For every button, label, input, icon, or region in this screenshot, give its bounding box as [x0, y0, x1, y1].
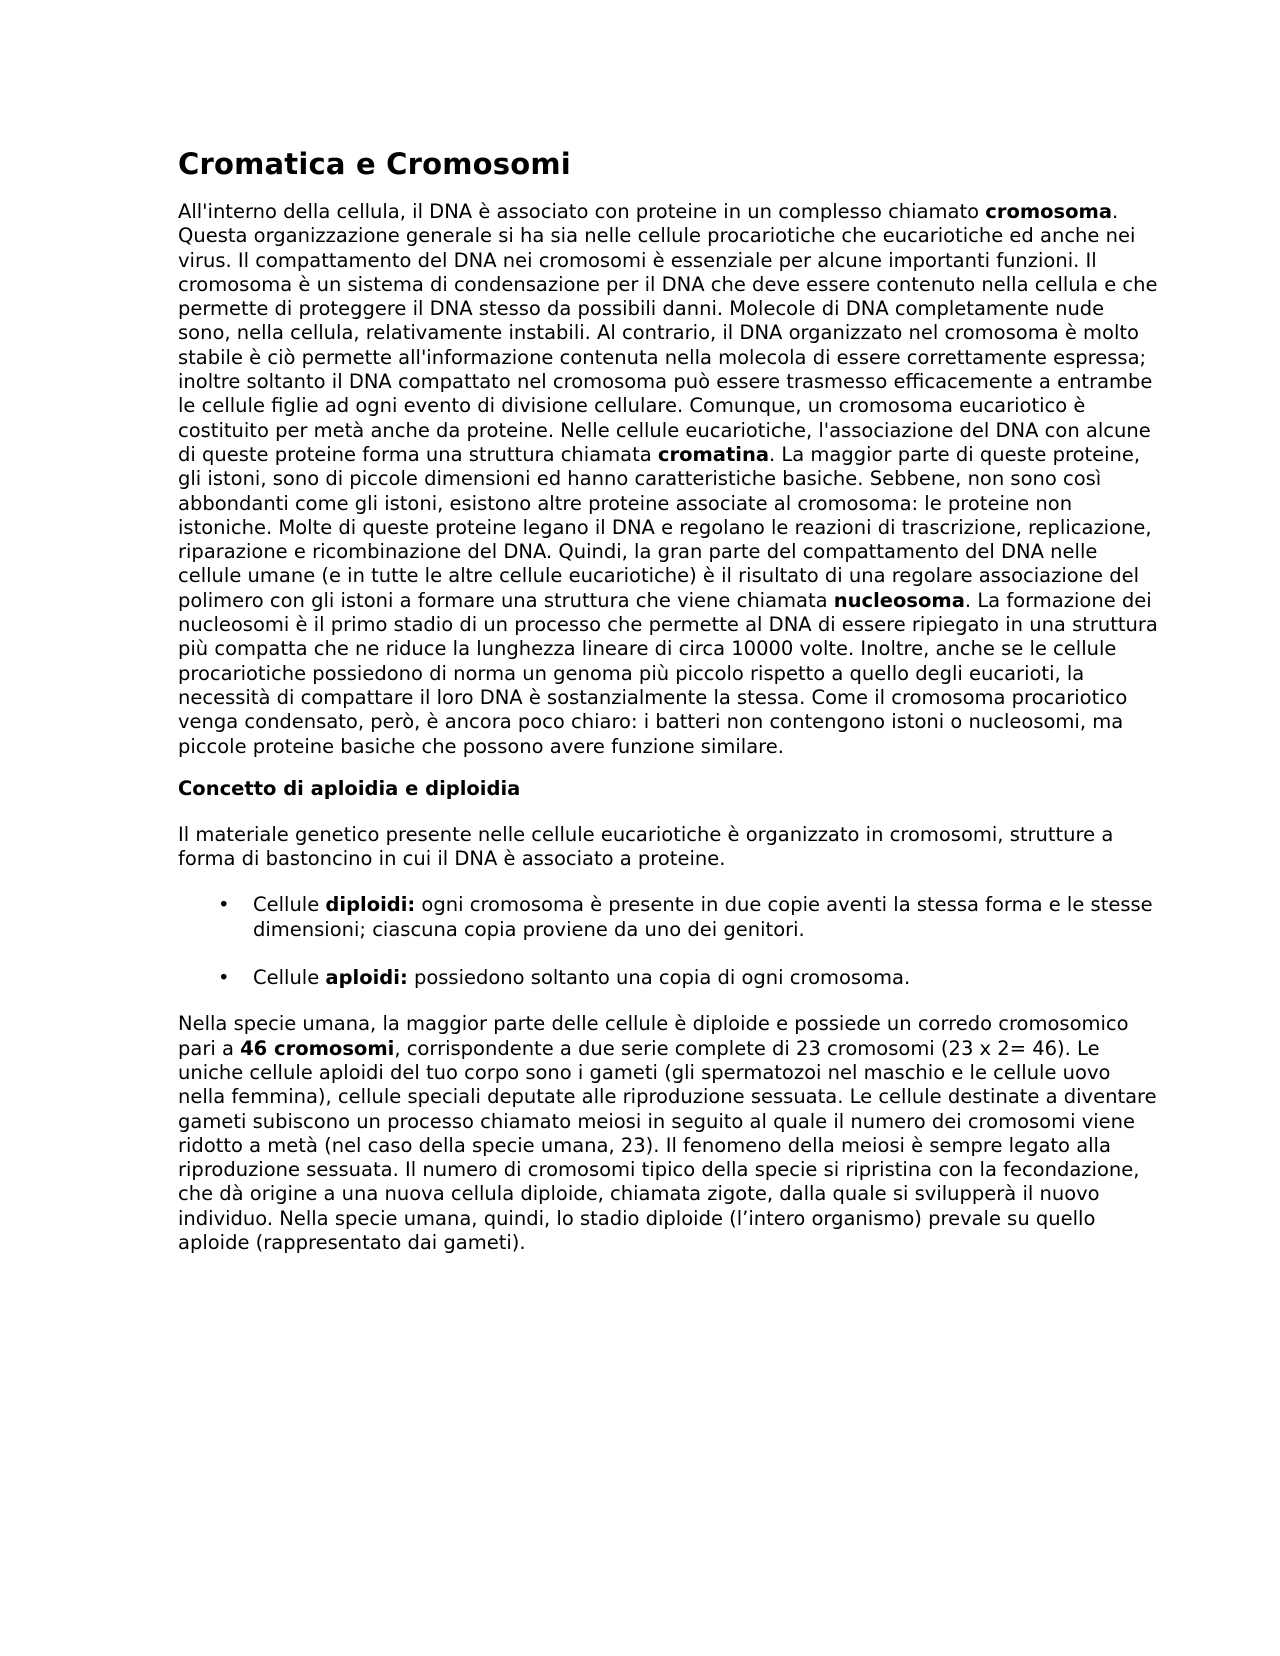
intro-text-4: . La formazione dei nucleosomi è il primo stadio di un processo che permette al DNA di essere ripiegato in una struttura più compatta che ne riduce la lunghezza lineare di circa 10000 volte. Inoltre, anche se le cellule procariotiche possiedono di norma un genoma più piccolo rispetto a quello degli eucarioti, la necessità di compattare il loro DNA è sostanzialmente la stessa. Come il cromosoma procariotico venga condensato, però, è ancora poco chiaro: i batteri non contengono istoni o nucleosomi, ma piccole proteine basiche che possono avere funzione similare.	[178, 588, 1158, 758]
list-item-prefix: Cellule	[253, 893, 326, 917]
bullet-icon: •	[218, 893, 230, 917]
term-cromatina: cromatina	[657, 442, 770, 466]
document-title: Cromatica e Cromosomi	[178, 147, 571, 181]
para3-text-1: Nella specie umana, la maggior parte delle cellule è diploide e possiede un corredo cromosomico pari a	[178, 1012, 1129, 1060]
document-page	[178, 146, 1158, 1255]
section-heading: Concetto di aploidia e diploidia	[178, 776, 521, 800]
list-item-text: possiedono soltanto una copia di ogni cromosoma.	[407, 966, 911, 990]
list-item-haploid	[178, 966, 1158, 990]
term-aploidi: aploidi:	[325, 966, 408, 990]
term-cromosoma: cromosoma	[985, 200, 1113, 223]
intro-text-2: . Questa organizzazione generale si ha sia nelle cellule procariotiche che eucariotiche ed anche nei virus. Il compattamento del DNA nei cromosomi è essenziale per alcune importanti funzioni. Il cromosoma è un sistema di condensazione per il DNA che deve essere contenuto nella cellula e che permette di proteggere il DNA stesso da possibili danni. Molecole di DNA completamente nude sono, nella cellula, relativamente instabili. Al contrario, il DNA organizzato nel cromosoma è molto stabile è ciò permette all'informazione contenuta nella molecola di essere correttamente espressa; inoltre soltanto il DNA compattato nel cromosoma può essere trasmesso efficacemente a entrambe le cellule figlie ad ogni evento di divisione cellulare. Comunque, un cromosoma eucariotico è costituito per metà anche da proteine. Nelle cellule eucariotiche, l'associazione del DNA con alcune di queste proteine forma una struttura chiamata	[178, 200, 1158, 466]
list-item-text: ogni cromosoma è presente in due copie aventi la stessa forma e le stesse dimensioni; ciascuna copia proviene da uno dei genitori.	[253, 893, 1153, 941]
human-species-paragraph	[178, 1012, 1158, 1255]
intro-paragraph	[178, 200, 1158, 759]
list-item-prefix: Cellule	[253, 966, 326, 990]
term-diploidi: diploidi:	[325, 893, 416, 917]
bullet-icon: •	[218, 966, 230, 990]
ploidy-list	[178, 893, 1158, 990]
list-item-diploid	[178, 893, 1158, 942]
genetic-material-paragraph: Il materiale genetico presente nelle cellule eucariotiche è organizzato in cromosomi, strutture a forma di bastoncino in cui il DNA è associato a proteine.	[178, 822, 1114, 871]
intro-text-3: . La maggior parte di queste proteine, gli istoni, sono di piccole dimensioni ed hanno caratteristiche basiche. Sebbene, non sono così abbondanti come gli istoni, esistono altre proteine associate al cromosoma: le proteine non istoniche. Molte di queste proteine legano il DNA e regolano le reazioni di trascrizione, replicazione, riparazione e ricombinazione del DNA. Quindi, la gran parte del compattamento del DNA nelle cellule umane (e in tutte le altre cellule eucariotiche) è il risultato di una regolare associazione del polimero con gli istoni a formare una struttura che viene chiamata	[178, 442, 1152, 612]
term-nucleosoma: nucleosoma	[833, 588, 965, 612]
term-46-cromosomi: 46 cromosomi	[240, 1036, 395, 1060]
para3-text-2: , corrispondente a due serie complete di 23 cromosomi (23 x 2= 46). Le uniche cellule aploidi del tuo corpo sono i gameti (gli spermatozoi nel maschio e le cellule uovo nella femmina), cellule speciali deputate alle riproduzione sessuata. Le cellule destinate a diventare gameti subiscono un processo chiamato meiosi in seguito al quale il numero dei cromosomi viene ridotto a metà (nel caso della specie umana, 23). Il fenomeno della meiosi è sempre legato alla riproduzione sessuata. Il numero di cromosomi tipico della specie si ripristina con la fecondazione, che dà origine a una nuova cellula diploide, chiamata zigote, dalla quale si svilupperà il nuovo individuo. Nella specie umana, quindi, lo stadio diploide (l’intero organismo) prevale su quello aploide (rappresentato dai gameti).	[178, 1036, 1157, 1254]
intro-text-1: All'interno della cellula, il DNA è associato con proteine in un complesso chiamato	[178, 200, 986, 223]
